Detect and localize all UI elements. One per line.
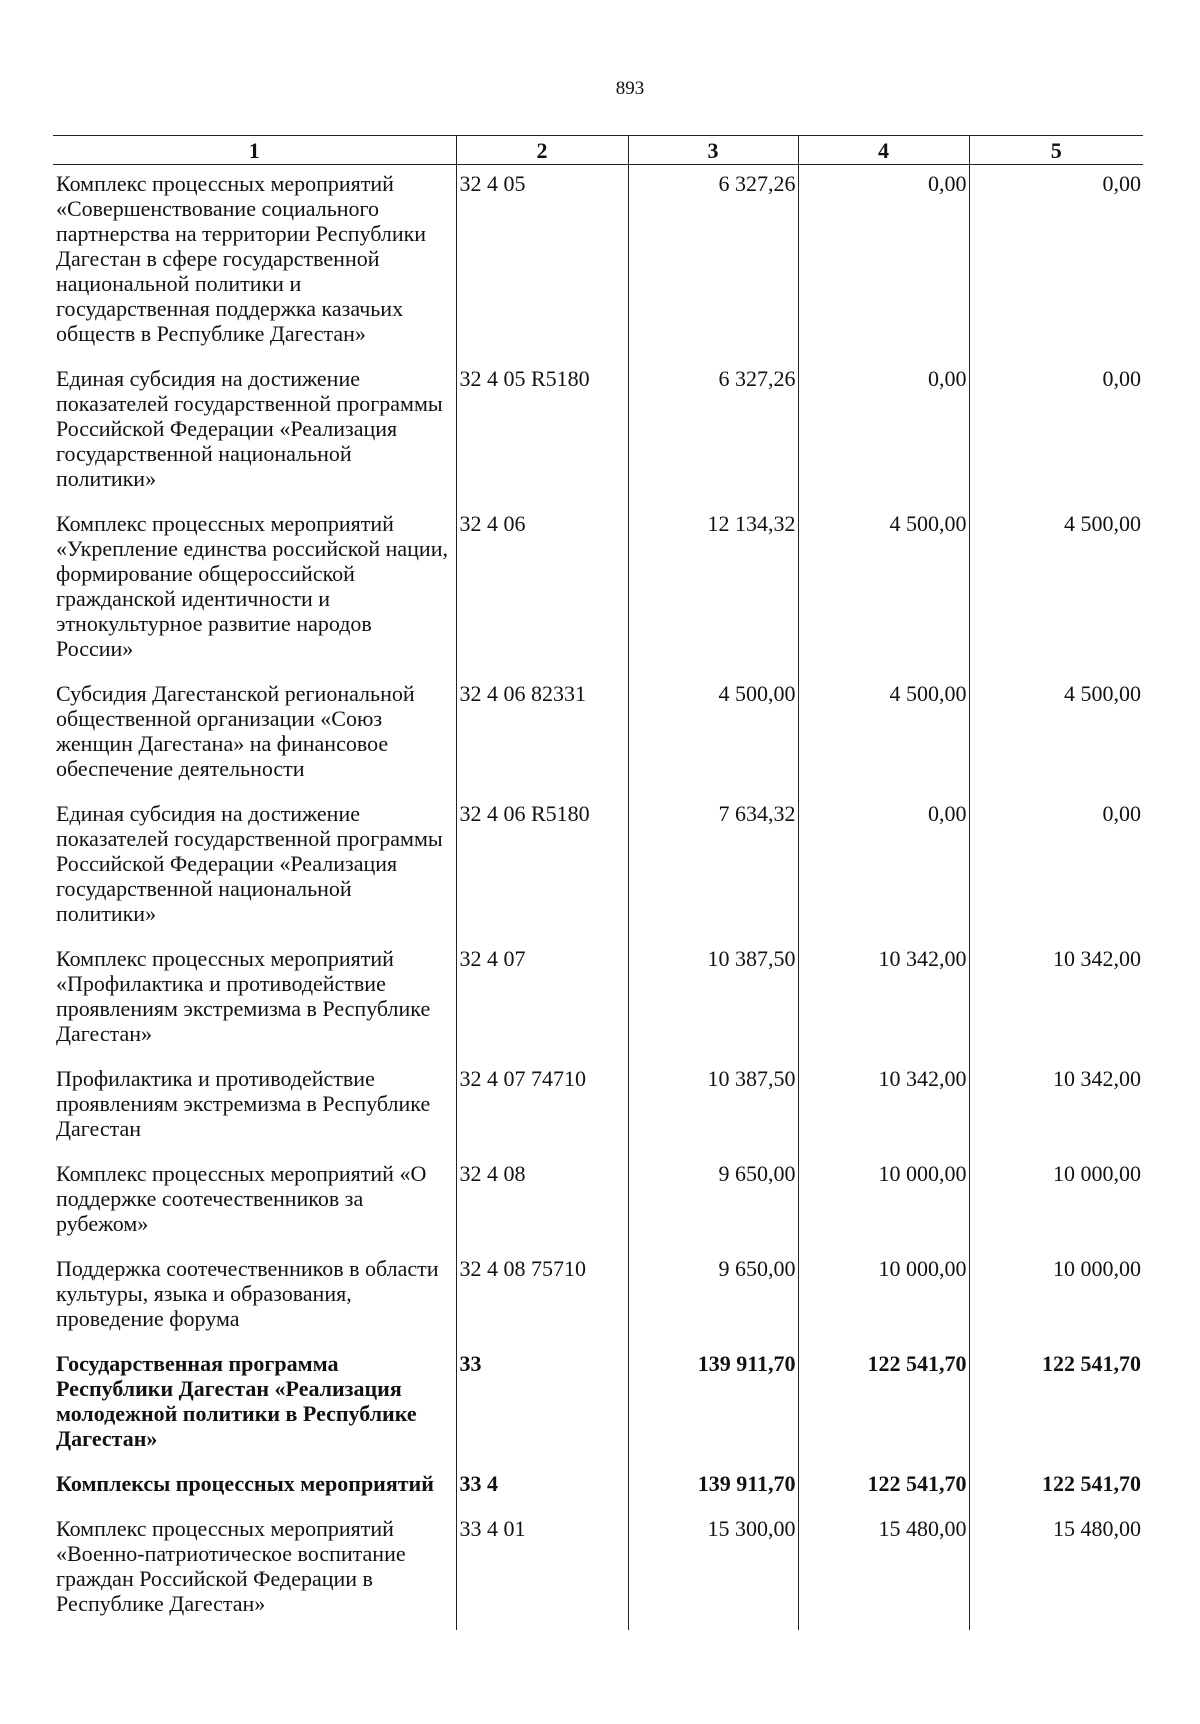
row-value-col-5: 10 000,00 xyxy=(969,1155,1143,1250)
row-name-cell: Комплекс процессных мероприятий «Укрепление единства российской нации, формирование общероссийской гражданской идентичности и этнокультурное развитие народов России» xyxy=(56,511,448,661)
row-name-cell: Единая субсидия на достижение показателей государственной программы Российской Федерации «Реализация государственной национальной политики» xyxy=(56,366,443,491)
row-value-col-3: 139 911,70 xyxy=(628,1345,798,1465)
row-value-col-4: 0,00 xyxy=(798,360,969,505)
header-col-4: 4 xyxy=(798,136,969,165)
row-name-cell: Поддержка соотечественников в области культуры, языка и образования, проведение форума xyxy=(56,1256,439,1331)
row-value-col-3: 139 911,70 xyxy=(628,1465,798,1510)
row-name-cell: Государственная программа Республики Дагестан «Реализация молодежной политики в Республике Дагестан» xyxy=(56,1351,417,1451)
table-body xyxy=(53,165,1143,1631)
row-value-col-4: 10 000,00 xyxy=(798,1155,969,1250)
table-row xyxy=(53,165,1143,361)
row-value-col-5: 0,00 xyxy=(969,360,1143,505)
row-value-col-4: 10 342,00 xyxy=(798,1060,969,1155)
row-value-col-4: 10 342,00 xyxy=(798,940,969,1060)
row-value-col-5: 10 342,00 xyxy=(969,940,1143,1060)
row-value-col-5: 10 000,00 xyxy=(969,1250,1143,1345)
row-code-cell: 32 4 06 R5180 xyxy=(456,795,628,940)
row-code-cell: 32 4 06 xyxy=(456,505,628,675)
row-value-col-4: 122 541,70 xyxy=(798,1345,969,1465)
row-value-col-4: 10 000,00 xyxy=(798,1250,969,1345)
table-row xyxy=(53,795,1143,940)
row-value-col-3: 9 650,00 xyxy=(628,1250,798,1345)
row-code-cell: 32 4 07 xyxy=(456,940,628,1060)
row-code-cell: 33 4 xyxy=(456,1465,628,1510)
row-value-col-3: 10 387,50 xyxy=(628,940,798,1060)
row-value-col-3: 7 634,32 xyxy=(628,795,798,940)
row-value-col-4: 0,00 xyxy=(798,795,969,940)
table-row xyxy=(53,1465,1143,1510)
row-value-col-3: 9 650,00 xyxy=(628,1155,798,1250)
row-value-col-5: 4 500,00 xyxy=(969,675,1143,795)
row-value-col-5: 0,00 xyxy=(969,165,1143,361)
row-code-cell: 33 xyxy=(456,1345,628,1465)
row-code-cell: 32 4 05 xyxy=(456,165,628,361)
row-value-col-4: 4 500,00 xyxy=(798,675,969,795)
row-value-col-4: 15 480,00 xyxy=(798,1510,969,1630)
row-name-cell: Субсидия Дагестанской региональной общественной организации «Союз женщин Дагестана» на финансовое обеспечение деятельности xyxy=(56,681,415,781)
row-name-cell: Единая субсидия на достижение показателей государственной программы Российской Федерации «Реализация государственной национальной политики» xyxy=(56,801,443,926)
page-number: 893 xyxy=(615,78,645,99)
header-col-5: 5 xyxy=(969,136,1143,165)
row-name-cell: Комплекс процессных мероприятий «Профилактика и противодействие проявлениям экстремизма в Республике Дагестан» xyxy=(56,946,431,1046)
row-value-col-4: 122 541,70 xyxy=(798,1465,969,1510)
table-row xyxy=(53,1510,1143,1630)
row-code-cell: 33 4 01 xyxy=(456,1510,628,1630)
row-name-cell: Комплекс процессных мероприятий «Военно-патриотическое воспитание граждан Российской Федерации в Республике Дагестан» xyxy=(56,1516,406,1616)
row-name-cell: Комплекс процессных мероприятий «О поддержке соотечественников за рубежом» xyxy=(56,1161,427,1236)
row-value-col-4: 4 500,00 xyxy=(798,505,969,675)
table-row xyxy=(53,505,1143,675)
row-value-col-5: 4 500,00 xyxy=(969,505,1143,675)
row-name-cell: Комплексы процессных мероприятий xyxy=(56,1471,434,1496)
table-row xyxy=(53,1250,1143,1345)
table-row xyxy=(53,1060,1143,1155)
row-value-col-4: 0,00 xyxy=(798,165,969,361)
row-code-cell: 32 4 05 R5180 xyxy=(456,360,628,505)
row-code-cell: 32 4 08 xyxy=(456,1155,628,1250)
row-value-col-3: 12 134,32 xyxy=(628,505,798,675)
table-row xyxy=(53,675,1143,795)
row-code-cell: 32 4 07 74710 xyxy=(456,1060,628,1155)
row-name-cell: Профилактика и противодействие проявлениям экстремизма в Республике Дагестан xyxy=(56,1066,431,1141)
row-value-col-5: 10 342,00 xyxy=(969,1060,1143,1155)
header-col-1: 1 xyxy=(53,136,456,165)
row-value-col-5: 0,00 xyxy=(969,795,1143,940)
row-value-col-3: 6 327,26 xyxy=(628,360,798,505)
row-code-cell: 32 4 08 75710 xyxy=(456,1250,628,1345)
header-col-3: 3 xyxy=(628,136,798,165)
row-value-col-3: 15 300,00 xyxy=(628,1510,798,1630)
table-row xyxy=(53,360,1143,505)
row-value-col-5: 15 480,00 xyxy=(969,1510,1143,1630)
row-value-col-3: 4 500,00 xyxy=(628,675,798,795)
table-row xyxy=(53,1345,1143,1465)
row-name-cell: Комплекс процессных мероприятий «Совершенствование социального партнерства на территории Республики Дагестан в сфере государственной национальной политики и государственная поддержка казачьих обществ в Республике Дагестан» xyxy=(56,171,427,346)
row-value-col-3: 10 387,50 xyxy=(628,1060,798,1155)
header-row xyxy=(53,136,1143,165)
row-code-cell: 32 4 06 82331 xyxy=(456,675,628,795)
row-value-col-3: 6 327,26 xyxy=(628,165,798,361)
table-row xyxy=(53,940,1143,1060)
row-value-col-5: 122 541,70 xyxy=(969,1465,1143,1510)
budget-table xyxy=(53,135,1143,1630)
table-row xyxy=(53,1155,1143,1250)
header-col-2: 2 xyxy=(456,136,628,165)
row-value-col-5: 122 541,70 xyxy=(969,1345,1143,1465)
